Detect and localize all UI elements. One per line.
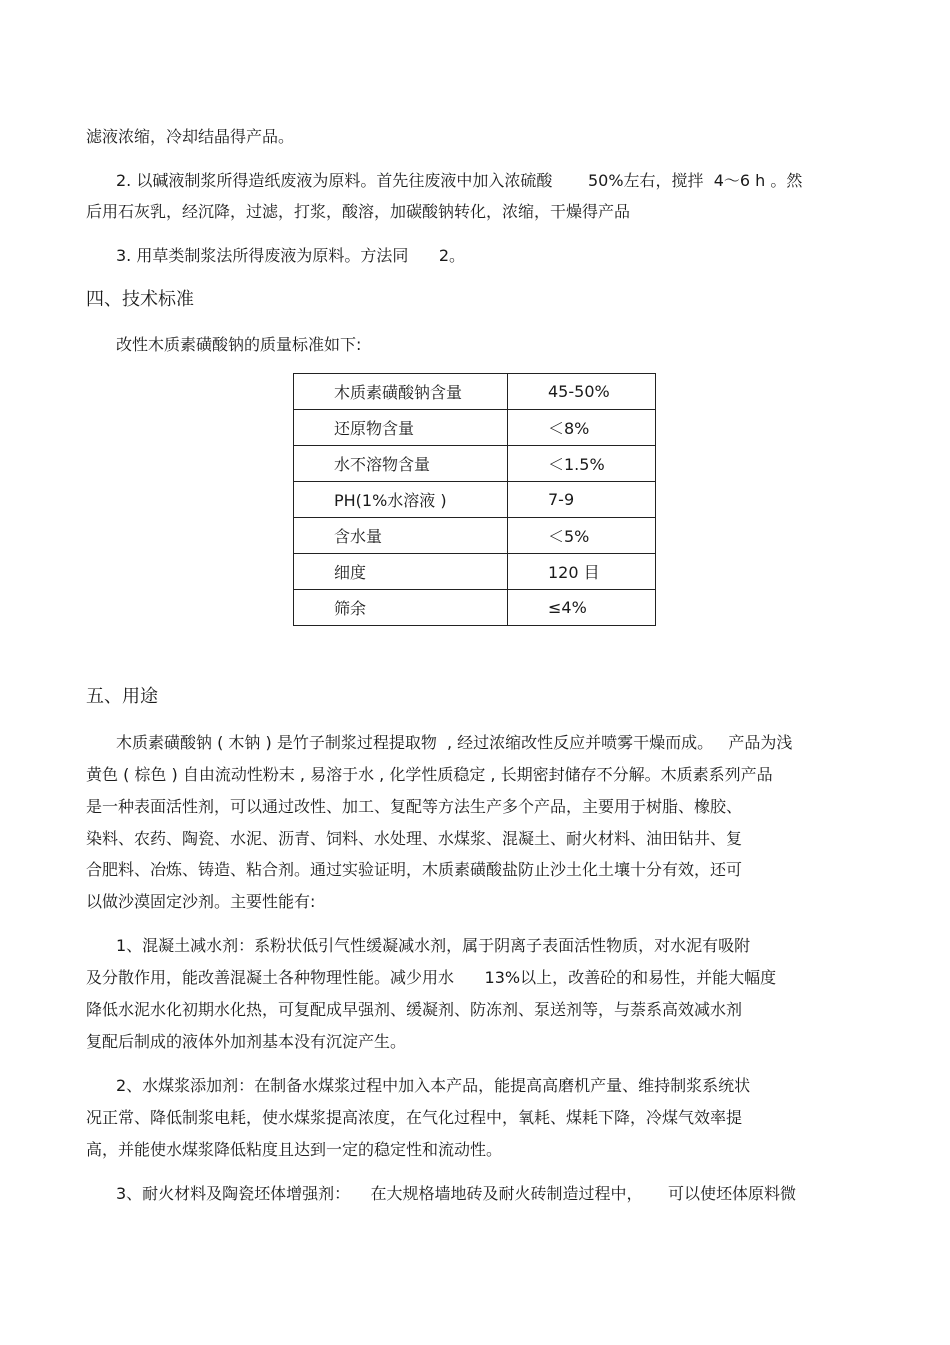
paragraph-line: 滤液浓缩，冷却结晶得产品。: [86, 127, 295, 146]
table-row: [294, 446, 656, 482]
paragraph-line: 后用石灰乳，经沉降，过滤，打浆，酸溶，加碳酸钠转化，浓缩，干燥得产品: [86, 202, 631, 221]
paragraph-line: 2. 以碱液制浆所得造纸废液为原料。首先往废液中加入浓硫酸 50%左右，搅拌 4～6 h 。然: [116, 171, 803, 190]
table-cell-value: 45-50%: [508, 374, 656, 410]
table-cell-value: ≤4%: [508, 590, 656, 626]
table-cell-value: ＜8%: [508, 410, 656, 446]
table-cell-value: ＜5%: [508, 518, 656, 554]
paragraph-line: 染料、农药、陶瓷、水泥、沥青、饲料、水处理、水煤浆、混凝土、耐火材料、油田钻井、复: [86, 829, 743, 848]
table-cell-item: 木质素磺酸钠含量: [294, 374, 508, 410]
quality-standard-table: [293, 373, 656, 626]
paragraph-line: 木质素磺酸钠 ( 木钠 ) 是竹子制浆过程提取物 , 经过浓缩改性反应并喷雾干燥而成。 产品为浅: [116, 733, 793, 752]
table-row: [294, 554, 656, 590]
table-cell-item: 还原物含量: [294, 410, 508, 446]
paragraph-line: 黄色 ( 棕色 ) 自由流动性粉末 , 易溶于水 , 化学性质稳定 , 长期密封储存不分解。木质素系列产品: [86, 765, 773, 784]
paragraph-line: 1、混凝土减水剂：系粉状低引气性缓凝减水剂，属于阴离子表面活性物质，对水泥有吸附: [116, 936, 751, 955]
paragraph-line: 是一种表面活性剂，可以通过改性、加工、复配等方法生产多个产品，主要用于树脂、橡胶、: [86, 797, 743, 816]
paragraph-line: 高，并能使水煤浆降低粘度且达到一定的稳定性和流动性。: [86, 1140, 503, 1159]
table-cell-item: 细度: [294, 554, 508, 590]
table-cell-item: PH(1%水溶液 ): [294, 482, 508, 518]
paragraph-line: 3、耐火材料及陶瓷坯体增强剂： 在大规格墙地砖及耐火砖制造过程中， 可以使坯体原料微: [116, 1184, 796, 1203]
paragraph-line: 2、水煤浆添加剂：在制备水煤浆过程中加入本产品，能提高高磨机产量、维持制浆系统状: [116, 1076, 751, 1095]
table-cell-value: 120 目: [508, 554, 656, 590]
paragraph-line: 降低水泥水化初期水化热，可复配成早强剂、缓凝剂、防冻剂、泵送剂等，与萘系高效减水剂: [86, 1000, 743, 1019]
section-heading: 五、用途: [86, 686, 158, 707]
table-row: [294, 482, 656, 518]
table-cell-value: ＜1.5%: [508, 446, 656, 482]
table-row: [294, 518, 656, 554]
table-intro: 改性木质素磺酸钠的质量标准如下:: [116, 335, 362, 354]
paragraph-line: 以做沙漠固定沙剂。主要性能有:: [86, 892, 316, 911]
section-heading: 四、技术标准: [86, 289, 194, 310]
table-cell-item: 含水量: [294, 518, 508, 554]
table-cell-item: 水不溶物含量: [294, 446, 508, 482]
paragraph-line: 复配后制成的液体外加剂基本没有沉淀产生。: [86, 1032, 407, 1051]
table-row: [294, 374, 656, 410]
paragraph-line: 3. 用草类制浆法所得废液为原料。方法同 2。: [116, 246, 466, 265]
table-row: [294, 410, 656, 446]
paragraph-line: 合肥料、冶炼、铸造、粘合剂。通过实验证明，木质素磺酸盐防止沙土化土壤十分有效，还可: [86, 860, 743, 879]
table-cell-item: 筛余: [294, 590, 508, 626]
paragraph-line: 及分散作用，能改善混凝土各种物理性能。减少用水 13%以上，改善砼的和易性，并能大幅度: [86, 968, 777, 987]
table-cell-value: 7-9: [508, 482, 656, 518]
table-row: [294, 590, 656, 626]
paragraph-line: 况正常、降低制浆电耗，使水煤浆提高浓度，在气化过程中，氧耗、煤耗下降，冷煤气效率提: [86, 1108, 743, 1127]
